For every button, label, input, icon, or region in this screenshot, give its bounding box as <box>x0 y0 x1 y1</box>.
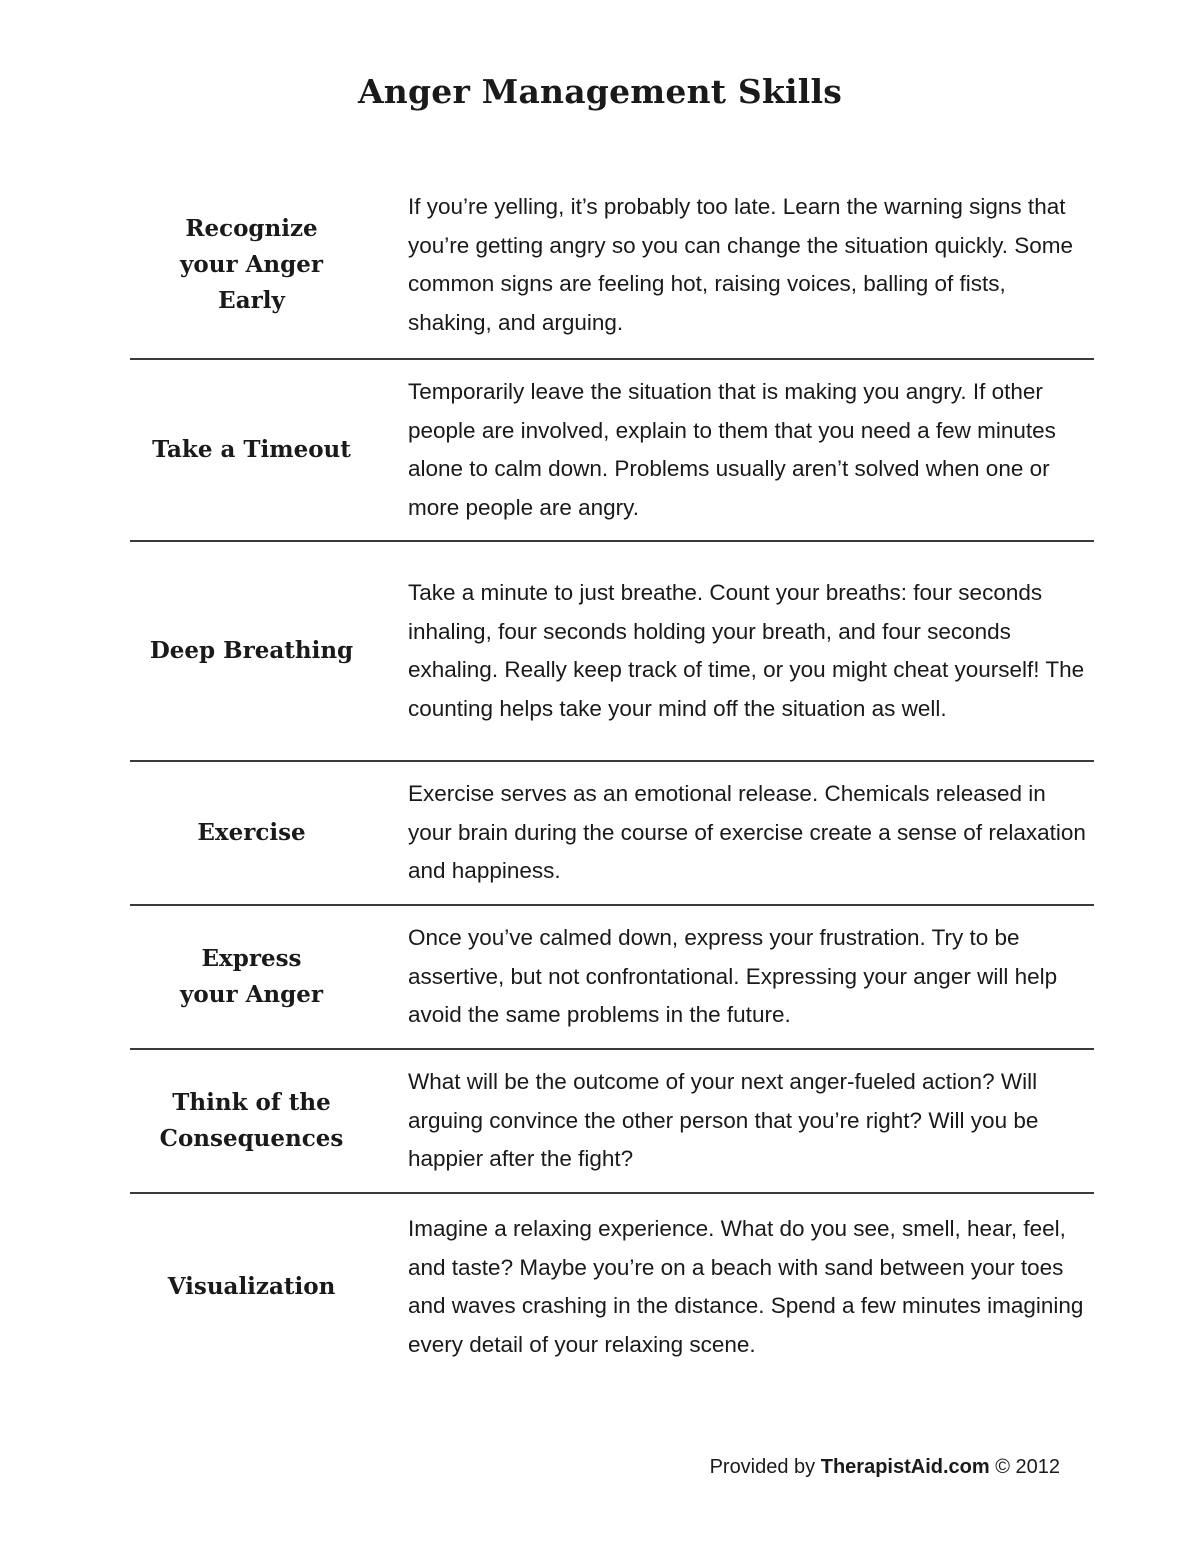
skill-name: Exercise <box>197 819 306 846</box>
skill-name: Express your Anger <box>180 945 323 1008</box>
skills-table <box>130 172 1094 1380</box>
skill-description: If you’re yelling, it’s probably too late. Learn the warning signs that you’re getting angry so you can change the situation quickly. Some common signs are feeling hot, raising voices, balling of fists, shaking, and arguing. <box>408 194 1073 335</box>
skill-description: What will be the outcome of your next anger-fueled action? Will arguing convince the other person that you’re right? Will you be happier after the fight? <box>408 1069 1039 1172</box>
skill-row-recognize-anger-early <box>130 172 1094 360</box>
skill-description: Exercise serves as an emotional release. Chemicals released in your brain during the course of exercise create a sense of relaxation and happiness. <box>408 781 1086 884</box>
skill-name: Think of the Consequences <box>159 1089 344 1152</box>
skill-name: Deep Breathing <box>149 637 354 664</box>
skill-row-think-of-consequences <box>130 1050 1094 1194</box>
skill-row-take-a-timeout <box>130 360 1094 542</box>
skill-description: Once you’ve calmed down, express your frustration. Try to be assertive, but not confrontational. Expressing your anger will help avoid the same problems in the future. <box>408 925 1058 1028</box>
skill-name: Visualization <box>167 1273 336 1300</box>
skill-row-express-your-anger <box>130 906 1094 1050</box>
skill-row-deep-breathing <box>130 542 1094 762</box>
skill-row-exercise <box>130 762 1094 906</box>
page-title: Anger Management Skills <box>357 72 843 111</box>
skill-description: Take a minute to just breathe. Count your breaths: four seconds inhaling, four seconds holding your breath, and four seconds exhaling. Really keep track of time, or you might cheat yourself! The counting helps take your mind off the situation as well. <box>408 580 1085 721</box>
skill-name: Recognize your Anger Early <box>180 215 323 314</box>
skill-name: Take a Timeout <box>152 436 351 463</box>
footer-credit <box>710 1456 1060 1479</box>
footer-brand: TherapistAid.com <box>820 1456 990 1478</box>
skill-description: Temporarily leave the situation that is making you angry. If other people are involved, explain to them that you need a few minutes alone to calm down. Problems usually aren’t solved when one or more people are angry. <box>408 379 1056 520</box>
footer-prefix: Provided by <box>709 1456 821 1478</box>
skill-row-visualization <box>130 1194 1094 1380</box>
footer-suffix: © 2012 <box>989 1456 1060 1478</box>
skill-description: Imagine a relaxing experience. What do you see, smell, hear, feel, and taste? Maybe you’re on a beach with sand between your toes and waves crashing in the distance. Spend a few minutes imagining every detail of your relaxing scene. <box>408 1216 1084 1357</box>
